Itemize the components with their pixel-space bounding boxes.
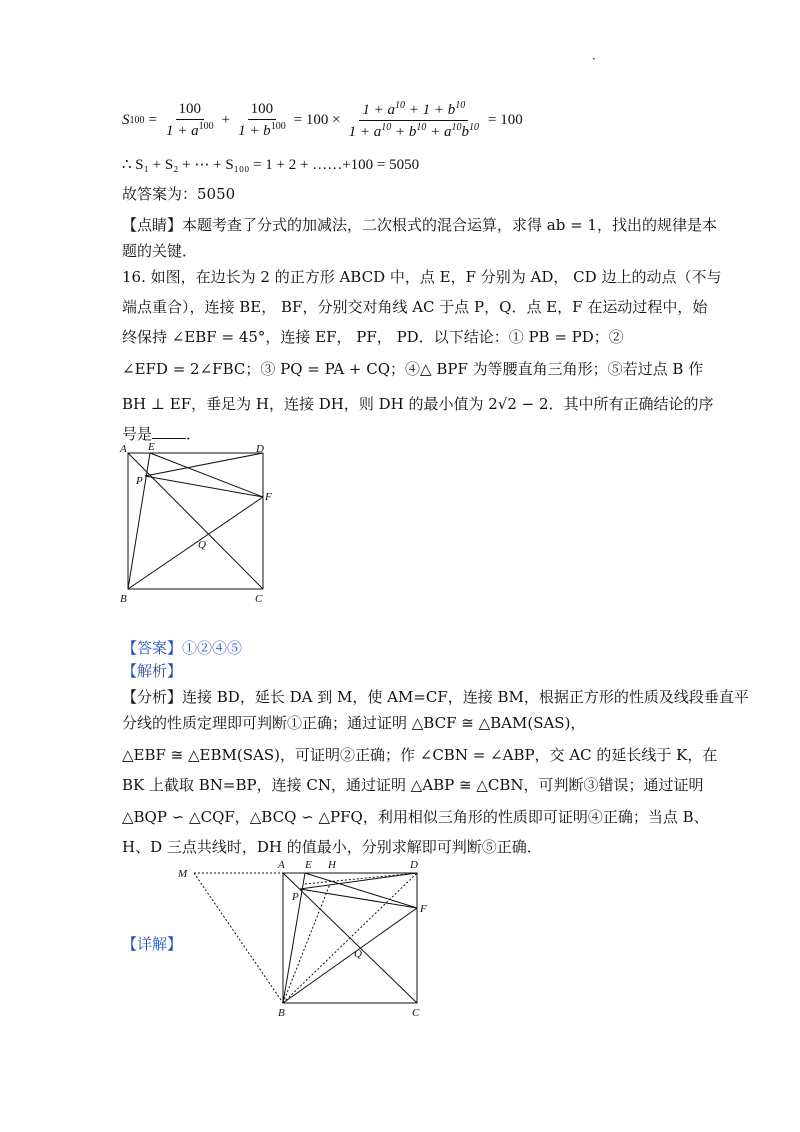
fraction-3-num-b-exp: 10	[455, 100, 466, 111]
segment-bh-dashed	[283, 884, 330, 1003]
fraction-3-num-b: + 1 + b	[404, 102, 456, 118]
q16-line-4: ∠EFD = 2∠FBC；③ PQ = PA + CQ；④△ BPF 为等腰直角三角形；⑤若过点 B 作	[122, 360, 704, 378]
label-m: M	[178, 868, 188, 880]
label-c-2: C	[412, 1007, 420, 1019]
analysis-line-5: △BQP ∽ △CQF，△BCQ ∽ △PFQ，利用相似三角形的性质即可证明④正确；当点 B、	[122, 808, 709, 826]
fraction-2-denominator: 1 + b	[238, 122, 271, 139]
label-q-2: Q	[354, 948, 362, 960]
label-a-2: A	[278, 859, 285, 871]
fraction-2	[235, 101, 289, 139]
fraction-1	[163, 101, 217, 139]
segment-pd-2	[300, 873, 417, 889]
label-q: Q	[198, 539, 206, 551]
analysis-tag: 【解析】	[122, 662, 183, 680]
fraction-2-denominator-exp: 100	[270, 120, 286, 132]
label-e: E	[148, 441, 155, 453]
segment-bf-2	[283, 908, 417, 1003]
analysis-line-6: H、D 三点共线时，DH 的值最小，分别求解即可判断⑤正确．	[122, 838, 542, 856]
q16-line-3: 终保持 ∠EBF = 45°，连接 EF， PF， PD．以下结论：① PB = PD；②	[122, 328, 624, 346]
segment-pd	[145, 453, 263, 476]
top-mark: ·	[592, 52, 596, 66]
formula-s: S	[122, 111, 130, 128]
fraction-3-den-b: + b	[391, 123, 417, 140]
label-e-2: E	[305, 859, 312, 871]
analysis-line-1: 【分析】连接 BD，延长 DA 到 M，使 AM=CF，连接 BM，根据正方形的性质及线段垂直平	[122, 688, 749, 706]
fraction-3-den-d-exp: 10	[468, 121, 479, 133]
q16-line-1: 16. 如图，在边长为 2 的正方形 ABCD 中，点 E，F 分别为 AD， CD 边上的动点（不与	[122, 268, 722, 286]
fraction-3-den-c: + a	[426, 123, 452, 140]
formula-result: = 100	[487, 111, 523, 128]
segment-mb-dashed	[194, 873, 283, 1003]
formula-eq: =	[148, 111, 157, 128]
segment-ef	[150, 453, 263, 497]
label-p-2: P	[292, 891, 299, 903]
detail-tag: 【详解】	[122, 935, 183, 953]
answer-blank	[152, 424, 186, 439]
formula-s-sub: 100	[129, 114, 145, 126]
fraction-2-numerator: 100	[248, 101, 277, 120]
fraction-3-num-a-exp: 10	[394, 100, 405, 111]
label-h: H	[328, 859, 336, 871]
label-d: D	[256, 443, 264, 455]
segment-pf-2	[300, 889, 417, 908]
fraction-1-denominator: 1 + a	[165, 122, 199, 139]
sum-line: ∴ S₁ + S₂ + ⋯ + S₁₀₀ = 1 + 2 + ……+100 = 5050	[122, 157, 420, 173]
analysis-line-3: △EBF ≅ △EBM(SAS)，可证明②正确；作 ∠CBN = ∠ABP，交 AC 的延长线于 K，在	[122, 746, 718, 764]
fraction-3-den-a-exp: 10	[381, 121, 392, 133]
formula-mult: = 100 ×	[293, 111, 341, 128]
diagonal-ac	[128, 453, 263, 589]
fraction-3-den-c-exp: 10	[451, 121, 462, 133]
answer-line: 故答案为：5050	[122, 185, 236, 203]
label-f-2: F	[420, 903, 427, 915]
fraction-1-denominator-exp: 100	[198, 120, 214, 132]
comment-line-2: 题的关键．	[122, 242, 198, 260]
fraction-3-num-a: 1 + a	[362, 102, 395, 118]
comment-line-1: 【点睛】本题考查了分式的加减法，二次根式的混合运算，求得 ab = 1，找出的规律是本	[122, 216, 717, 234]
fraction-3-den-b-exp: 10	[416, 121, 427, 133]
fraction-3	[346, 100, 482, 140]
answer-tag: 【答案】①②④⑤	[122, 639, 243, 657]
q16-line-6-end: ．	[186, 425, 202, 443]
fraction-3-den-d: b	[461, 123, 469, 140]
analysis-line-4: BK 上截取 BN=BP，连接 CN，通过证明 △ABP ≅ △CBN，可判断③错误；通过证明	[122, 776, 704, 794]
label-f: F	[265, 491, 272, 503]
q16-line-5: BH ⊥ EF，垂足为 H，连接 DH，则 DH 的最小值为 2√2 − 2．其中所有正确结论的序	[122, 395, 714, 413]
figure-square-abcd	[118, 440, 278, 610]
segment-bf	[128, 497, 263, 589]
label-b-2: B	[278, 1007, 285, 1019]
label-p: P	[136, 475, 143, 487]
q16-line-2: 端点重合），连接 BE， BF，分别交对角线 AC 于点 P，Q．点 E，F 在运动过程中，始	[122, 298, 708, 316]
fraction-1-numerator: 100	[176, 101, 205, 120]
segment-be	[128, 453, 150, 589]
fraction-3-den-a: 1 + a	[348, 123, 382, 140]
q16-line-6-text: 号是	[122, 425, 153, 443]
label-a: A	[120, 443, 127, 455]
formula-plus: +	[221, 111, 231, 128]
formula-s100	[122, 100, 523, 140]
label-c: C	[255, 593, 263, 605]
label-d-2: D	[410, 859, 418, 871]
analysis-line-2: 分线的性质定理即可判断①正确；通过证明 △BCF ≅ △BAM(SAS)，	[122, 714, 586, 732]
segment-pf	[145, 476, 263, 497]
figure-square-abcd-with-m	[170, 856, 440, 1024]
label-b: B	[120, 593, 127, 605]
